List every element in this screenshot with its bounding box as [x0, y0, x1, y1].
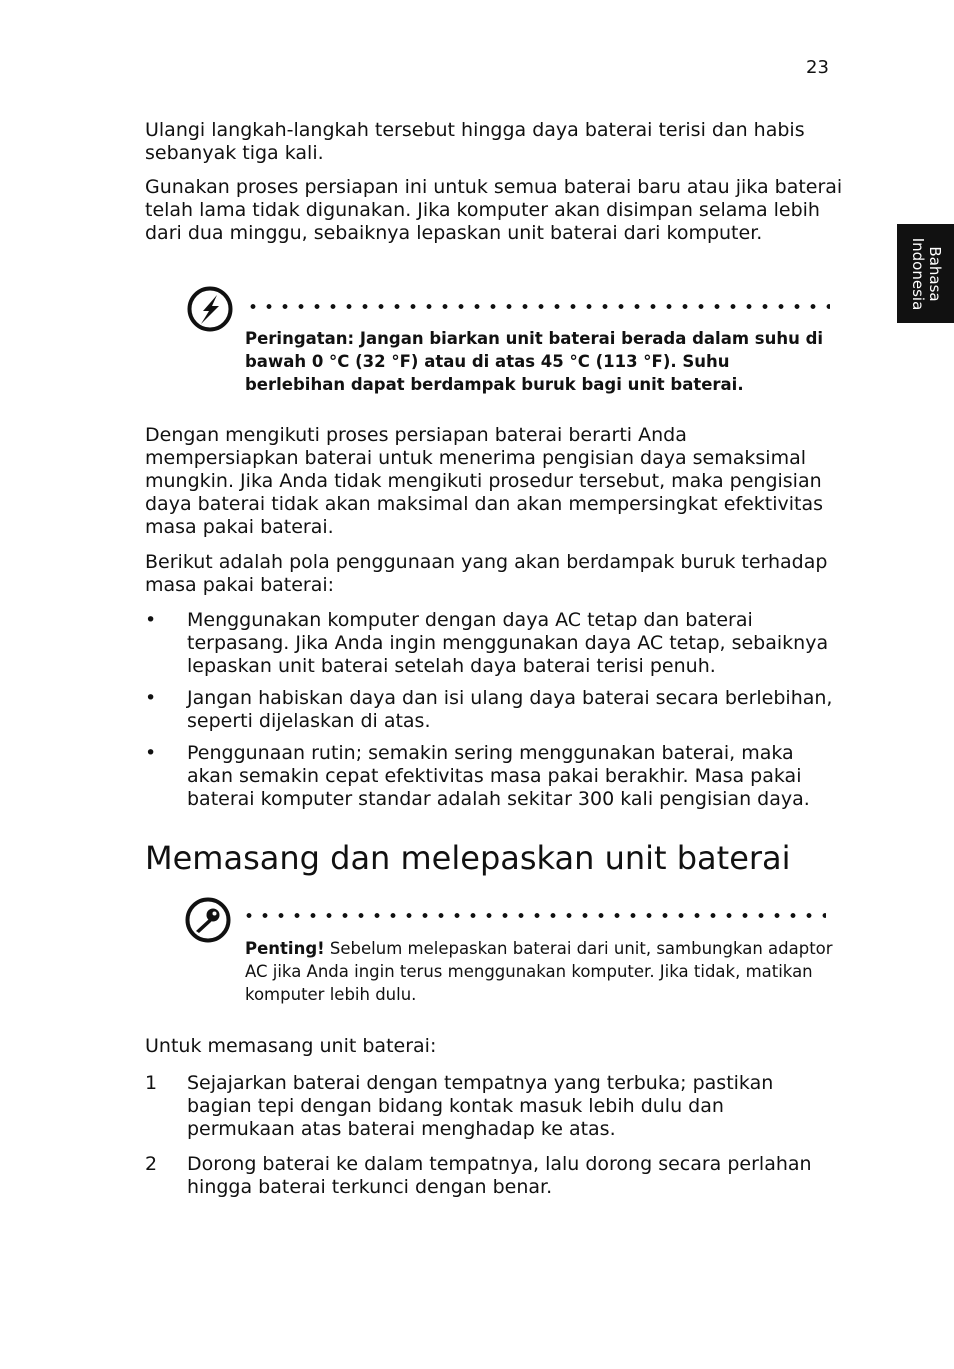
bullet-mark: •	[145, 742, 157, 764]
bullet-text: Menggunakan komputer dengan daya AC tetap dan baterai terpasang. Jika Anda ingin menggunakan daya AC tetap, sebaiknya lepaskan unit baterai setelah daya baterai terisi penuh.	[187, 609, 829, 677]
bullet-mark: •	[145, 609, 157, 631]
page-number: 23	[806, 57, 829, 78]
side-tab-label	[909, 237, 943, 310]
step-text: Sejajarkan baterai dengan tempatnya yang terbuka; pastikan bagian tepi dengan bidang kontak masuk lebih dulu dan permukaan atas baterai menghadap ke atas.	[187, 1072, 774, 1140]
paragraph-repeat-steps: Ulangi langkah-langkah tersebut hingga daya baterai terisi dan habis sebanyak tiga kali.	[145, 119, 805, 164]
bullet-text: Penggunaan rutin; semakin sering menggunakan baterai, maka akan semakin cepat efektivitas masa pakai berakhir. Masa pakai baterai komputer standar adalah sekitar 300 kali pengisian daya.	[187, 742, 810, 810]
side-tab-line1: Bahasa	[925, 245, 944, 302]
important-note	[245, 937, 835, 1006]
step-number: 1	[145, 1072, 158, 1094]
important-text: Sebelum melepaskan baterai dari unit, sambungkan adaptor AC jika Anda ingin terus menggunakan komputer. Jika tidak, matikan komputer lebih dulu.	[245, 939, 833, 1004]
step-number: 2	[145, 1153, 158, 1175]
lightning-warning-icon	[187, 286, 233, 332]
language-side-tab	[897, 224, 954, 323]
paragraph-preparation: Gunakan proses persiapan ini untuk semua baterai baru atau jika baterai telah lama tidak digunakan. Jika komputer akan disimpan selama lebih dari dua minggu, sebaiknya lepaskan unit baterai dari komputer.	[145, 176, 843, 244]
warning-dotted-separator	[245, 304, 830, 309]
side-tab-line2: Indonesia	[908, 237, 927, 310]
important-dotted-separator	[241, 913, 826, 918]
step-text: Dorong baterai ke dalam tempatnya, lalu dorong secara perlahan hingga baterai terkunci dengan benar.	[187, 1153, 812, 1198]
key-important-icon	[185, 897, 231, 943]
bullet-mark: •	[145, 687, 157, 709]
paragraph-benefits: Dengan mengikuti proses persiapan baterai berarti Anda mempersiapkan baterai untuk menerima pengisian daya semaksimal mungkin. Jika Anda tidak mengikuti prosedur tersebut, maka pengisian daya baterai tidak akan maksimal dan akan mempersingkat efektivitas masa pakai baterai.	[145, 424, 824, 538]
bullet-text: Jangan habiskan daya dan isi ulang daya baterai secara berlebihan, seperti dijelaskan di atas.	[187, 687, 833, 732]
important-label: Penting!	[245, 939, 325, 958]
paragraph-usage-patterns: Berikut adalah pola penggunaan yang akan berdampak buruk terhadap masa pakai baterai:	[145, 551, 828, 596]
section-heading: Memasang dan melepaskan unit baterai	[145, 839, 791, 877]
warning-text: Peringatan: Jangan biarkan unit baterai berada dalam suhu di bawah 0 °C (32 °F) atau di atas 45 °C (113 °F). Suhu berlebihan dapat berdampak buruk bagi unit baterai.	[245, 329, 824, 394]
paragraph-install-intro: Untuk memasang unit baterai:	[145, 1035, 437, 1057]
